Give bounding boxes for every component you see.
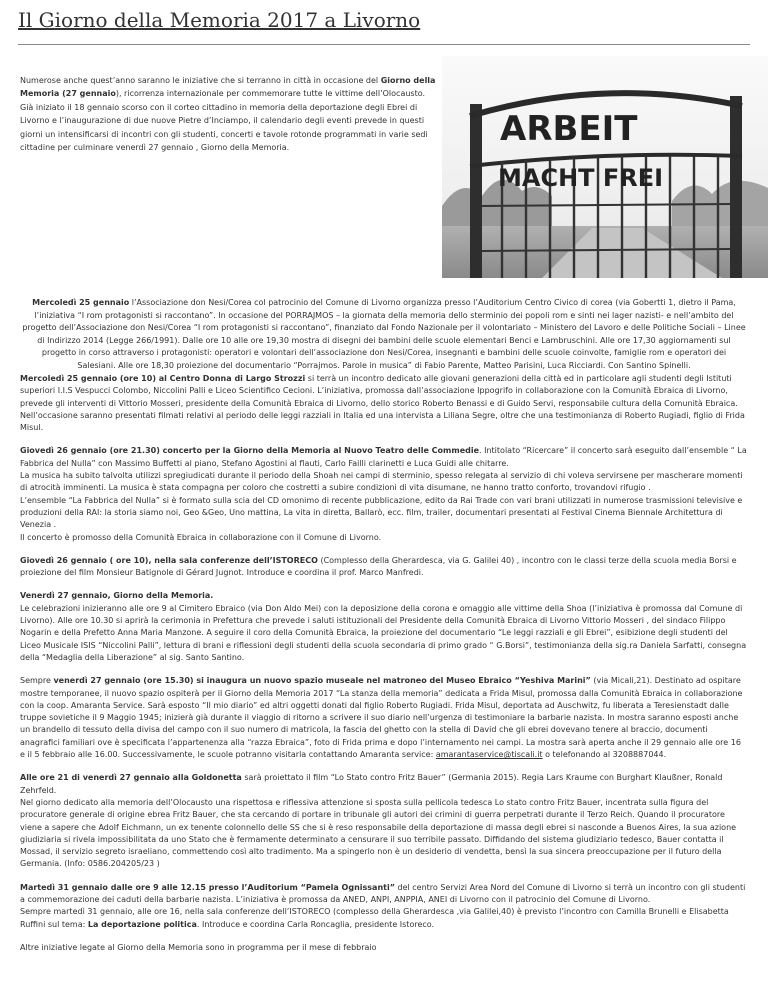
event-text: Il concerto è promosso della Comunità Ebraica in collaborazione con il Comune di Livorno. (20, 532, 382, 542)
event-text: La musica ha subito talvolta utilizzi spregiudicati durante il periodo della Shoah nei campi di sterminio, spesso relegata al servizio di chi voleva servirsene per mascherare momenti di atrocità imminenti. La musica è stata compagna per coloro che costretti a subire condizioni di vita disumane, ne hanno tratto conforto, trovandovi rifugio . (20, 471, 743, 493)
event-text: l’Associazione don Nesi/Corea col patrocinio del Comune di Livorno organizza presso l’Auditorium Centro Civico di corea (via Gobertti 1, dietro il Pama, l’iniziativa “I rom protagonisti si raccontano”. In occasione del PORRAJMOS – la giornata della memoria dello sterminio dei popoli rom e sinti nei lager nazisti- e nell’ambito del progetto dell’Associazione don Nesi/Corea “I rom protagonisti si raccontano”, finanziato dal Fondo Nazionale per il volontariato – Ministero del Lavoro e delle Politiche Sociali – Linee di Indirizzo 2014 (Legge 266/1991). Dalle ore 10 alle ore 19,30 mostra di disegni dei bambini delle scuole elementari Benci e Lambruschini. Alle ore 17,30 aggiornamenti sul progetto in corso attraverso i protagonisti: operatori e volontari dell’associazione don Nesi/Corea, insegnanti e bambini delle scuole coinvolte, famiglie rom e operatori dei Salesiani. Alle ore 18,30 proiezione del documentario “Porrajmos. Parole in musica” di Fabio Parente, Matteo Parisini, Luca Ricciardi. Con Santino Spinelli. (22, 298, 746, 370)
intro-text: ), ricorrenza internazionale per commemorare tutte le vittime dell’Olocausto. (115, 89, 426, 99)
event-text: (via Micali,21). Destinato ad ospitare mostre temporanee, il nuovo spazio ospiterà per il Giorno della Memoria 2017 “La stanza della memoria” dedicata a Frida Misul, promossa dalla Comunità Ebraica in collaborazione con la coop. Amaranta Service. Sarà esposto “Il mio diario” ed altri oggetti donati dal figlio Roberto Rugiadi. Frida Misul, deportata ad Auschwitz, fu liberata a Teresienstadt dalle truppe sovietiche il 9 Maggio 1945; inizierà già durante il viaggio di ritorno a scrivere il suo diario nell’urgenza di testimoniare la barbarie nazista. In mostra saranno esposti anche un brandello di tessuto della divisa del campo con il suo numero di matricola, la fascia del ghetto con la stella di David che gli ebrei dovevano tenere al braccio, documenti anagrafici familiari ove è specificata l’appartenenza alla “razza Ebraica”, foto di Frida prima e dopo l’internamento nei campi. La mostra sarà aperta anche il 29 gennaio alle ore 16 e il 5 febbraio alle 16.00. Successivamente, le scuole potranno visitarla contattando Amaranta service: (20, 676, 743, 760)
event-text: Sempre martedì 31 gennaio, alle ore 16, nella sala conferenze dell’ISTORECO (complesso della Gherardesca ,via Galilei,40) è previsto l’incontro con Camilla Brunelli e Elisabetta Ruffini sul tema: (20, 907, 729, 929)
event-concert (20, 445, 748, 543)
event-text: L’ensemble “La Fabbrica del Nulla” si è formato sulla scia del CD omonimo di recente pubblicazione, edito da Rai Trade con vari brani utilizzati in numerose trasmissioni televisive e produzioni della RAI: la storia siamo noi, Geo &Geo, Uno mattina, La vita in diretta, Ballarò, ecc. film, trailer, documentari presentati al Festival Cinema Biennale Architettura di Venezia . (20, 495, 743, 530)
event-text: o telefonando al 3208887044. (542, 750, 667, 760)
sign-text-bottom: MACHT FREI (498, 164, 664, 192)
intro-text: Numerose anche quest’anno saranno le iniziative che si terranno in città in occasione del (20, 76, 381, 85)
title-divider (18, 44, 750, 45)
event-rom-day (22, 297, 746, 373)
event-text: (Complesso della Gherardesca, via G. Galilei 40) , incontro con le classi terze della scuola media Borsi e proiezione del film Monsieur Batignole di Gérard Jugnot. Introduce e coordina il prof. Marco Manfredi. (20, 555, 737, 578)
event-heading: Giovedì 26 gennaio ( ore 10), nella sala conferenze dell’ISTORECO (20, 555, 318, 565)
event-heading: Venerdì 27 gennaio, Giorno della Memoria. (20, 591, 214, 601)
event-centro-donna (20, 373, 748, 434)
event-heading: Martedì 31 gennaio dalle ore 9 alle 12.15 presso l’Auditorium “Pamela Ognissanti” (20, 882, 395, 892)
event-memory-day (20, 590, 748, 664)
event-film (20, 772, 748, 870)
event-heading: Alle ore 21 di venerdì 27 gennaio alla Goldonetta (20, 773, 242, 783)
page-title: Il Giorno della Memoria 2017 a Livorno (18, 8, 421, 32)
event-heading: venerdì 27 gennaio (ore 15.30) si inaugura un nuovo spazio museale nel matroneo del Museo Ebraico “Yeshiva Marini” (53, 676, 591, 686)
auschwitz-gate-photo (442, 56, 768, 278)
event-text: del centro Servizi Area Nord del Comune di Livorno si terrà un incontro con gli studenti a commemorazione dei caduti della barbarie nazista. L’iniziativa è promossa da ANED, ANPI, ANPPIA, ANEI di Livorno con il patrocinio del Comune di Livorno. (20, 882, 746, 904)
event-highlight: La deportazione politica (87, 919, 197, 929)
intro-highlight: Giorno della (380, 76, 436, 85)
intro-text: Già iniziato il 18 gennaio scorso con il corteo cittadino in memoria della deportazione degli Ebrei di (20, 102, 418, 112)
intro-text: cittadine per culminare venerdì 27 gennaio , Giorno della Memoria. (20, 143, 290, 153)
event-text: sarà proiettato il film “Lo Stato contro Fritz Bauer” (Germania 2015). Regia Lars Kraume con Burghart Klaußner, Ronald Zehrfeld. (20, 773, 723, 795)
event-text: Sempre (20, 676, 54, 686)
intro-text: giorni un intensificarsi di incontri con gli studenti, concerti e tavole rotonde programmati in varie sedi (20, 129, 428, 139)
intro-highlight: Memoria (27 gennaio (20, 89, 116, 99)
event-date: Mercoledì 25 gennaio (32, 298, 130, 307)
event-text: si terrà un incontro dedicato alle giovani generazioni della città ed in particolare agli studenti degli Istituti superiori I.I.S Vespucci Colombo, Niccolini Palli e Liceo Scientifico Cecioni. L’iniziativa, promossa dall’associazione Ippogrifo in collaborazione con la Comunità Ebraica di Livorno, prevede gli interventi di Vittorio Mosseri, presidente della Comunità Ebraica di Livorno, dello storico Roberto Benassi e di Guido Servi, responsabile cultura della Comunità Ebraica. Nell’occasione saranno presentati filmati relativi al periodo delle leggi razziali in Italia ed una intervista a Liliana Segre, oltre che una testimonianza di Roberto Rugiadi, figlio di Frida Misul. (20, 374, 745, 433)
intro-text: Livorno e l’inaugurazione di due nuove Pietre d’Inciampo, il calendario degli eventi prevede in questi (20, 116, 425, 126)
event-istoreco (20, 555, 748, 580)
sign-text-top: ARBEIT (500, 109, 638, 149)
event-museum (20, 675, 748, 761)
email-link[interactable]: amarantaservice@tiscali.it (435, 750, 543, 760)
event-heading: Giovedì 26 gennaio (ore 21.30) concerto per la Giorno della Memoria al Nuovo Teatro delle Commedie (20, 446, 480, 456)
intro-paragraph (20, 74, 442, 154)
events-list (20, 373, 748, 965)
event-text: Nel giorno dedicato alla memoria dell’Olocausto una rispettosa e riflessiva attenzione si sposta sulla pellicola tedesca Lo stato contro Fritz Bauer, incentrata sulla figura del procuratore generale di origine ebrea Fritz Bauer, che sta cercando di portare in tribunale gli autori dei crimini di guerra perpetrati durante il Terzo Reich. Quando il procuratore viene a sapere che Adolf Eichmann, un ex tenente colonnello delle SS che si è reso responsabile della deportazione di massa degli ebrei si nasconde a Buenos Aires, la sua azione giudiziaria si rivela impossibilitata da uno Stato che è fermamente determinato a censurare il suo terribile passato. Diffidando del sistema giudiziario tedesco, Bauer contatta il Mossad, il servizio segreto israeliano, commettendo così alto tradimento. Ma a spingerlo non è un desiderio di vendetta, bensì la sua sincera preoccupazione per il futuro della Germania. (Info: 0586.204205/23 ) (20, 797, 737, 869)
closing-note: Altre iniziative legate al Giorno della Memoria sono in programma per il mese di febbraio (20, 942, 377, 952)
event-text: . Intitolato “Ricercare” il concerto sarà eseguito dall’ensemble “ La Fabbrica del Nulla” con Massimo Buffetti al piano, Stefano Agostini al flauti, Carlo Failli clarinetti e Luca Guidi alle chitarre. (20, 446, 747, 468)
event-auditorium (20, 882, 748, 931)
event-text: Le celebrazioni inizieranno alle ore 9 al Cimitero Ebraico (via Don Aldo Mei) con la deposizione della corona e omaggio alle vittime della Shoa (l’iniziativa è promossa dal Comune di Livorno). Alle ore 10.30 si aprirà la cerimonia in Prefettura che prevede i saluti istituzionali del Presidente della Comunità Ebraica di Livorno Vittorio Mosseri , del sindaco Filippo Nogarin e della Prefetto Anna Maria Manzone. A seguire il coro della Comunità Ebraica, la proiezione del documentario “Le leggi razziali e gli Ebrei”, esibizione degli studenti del Liceo Musicale ISIS “Niccolini Palli”, lettura di brani e riflessioni degli studenti della scuola secondaria di primo grado “ G.Borsi”, testimonianza della sig.ra Daniela Sarfatti, consegna della “Medaglia della Liberazione” al sig. Santo Santino. (20, 603, 747, 662)
event-text: . Introduce e coordina Carla Roncaglia, presidente Istoreco. (196, 919, 435, 929)
event-heading: Mercoledì 25 gennaio (ore 10) al Centro Donna di Largo Strozzi (20, 374, 306, 383)
